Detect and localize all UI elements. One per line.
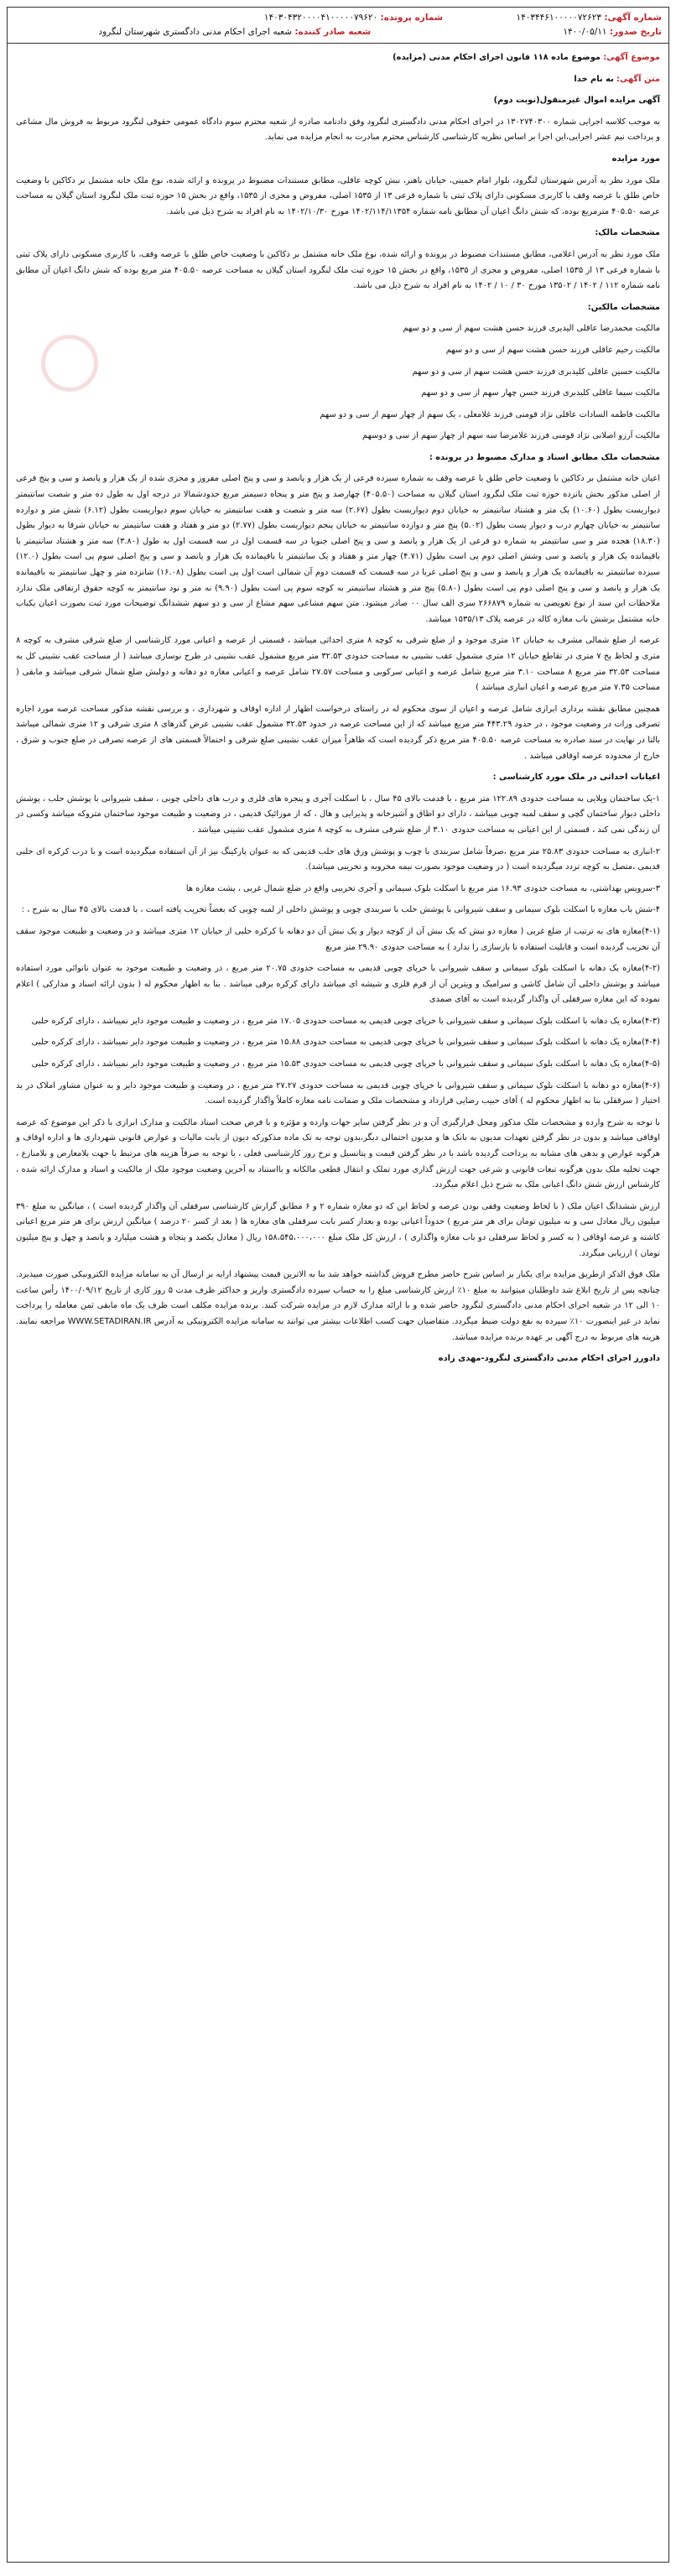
- building-item: (۴-۶)مغازه دو دهانه با اسکلت بلوک سیمانی و سقف شیروانی با خرپای چوبی قدیمی به مساحت حدودی ۲۷.۲۷ متر مربع ، در وضعیت و طبیعت موجود دایر و به عنوان مشاور املاک در ید اختیار ( سرقفلی بنا به اظهار محکوم له ) آقای حبیب رضایی قرارداد و مشخصات ملک و ضمانت نامه مغازه کاملاً واگذار گردیده است.: [16, 1080, 660, 1106]
- announcement-number-label: شماره آگهی:: [604, 13, 662, 23]
- paragraph-valuation: ارزش ششدانگ اعیان ملک ( با لحاظ وضعیت وقفی بودن عرصه و لحاظ این که دو مغازه شماره ۲ و ۶ مطابق گزارش کارشناسی سرقفلی آن واگذار گردیده است ) ، میانگین به مبلغ ۳۹۰ میلیون ریال معادل سی و نه میلیون تومان برای هر متر مربع ) حدوداً اعیانی بوده و بعداز کسر بابت سرقفلی های مغازه ها ( بعد از کسر ۲۰ درصد ) میانگین ارزش برای هر متر مربع اعیانی کاشته و عرصه اوقافی ( به کسر و لحاظ سرقفلی دو باب مغازه واگذاری ) ، ارزش کل ملک مبلغ ۱۵۸،۵۴۵،۰۰۰،۰۰۰ ریال ( معادل یکصد و پنجاه و هشت میلیارد و پانصد و چهل و پنج میلیون تومان ) ارزیابی میگردد.: [16, 1201, 661, 1258]
- owner-item: مالکیت سیما عاقلی کلیدبری فرزند حسن چهار سهم از سی و دو سهم: [421, 388, 660, 398]
- paragraph-intro: به موجب کلاسه اجرایی شماره ۱۳۰۲۷۴۰۳۰۰ در اجرای احکام مدنی دادگستری لنگرود وفق دادنامه صادره از شعبه محترم سوم دادگاه عمومی حقوقی لنگرود مربوط به فروش مال مشاعی و پرداخت نیم عشر اجرایی،این اجرا بر اساس نظریه کارشناسی کارشناس محترم مبادرت به انجام مزایده می نماید.: [16, 117, 661, 143]
- building-item: (۴-۱)مغازه های به ترتیب از ضلع غربی ( مغازه دو نبش که یک نبش آن از کوچه دیوار و یک نبش آن دو دهانه با کرکره حلبی از خیابان ۱۲ متری میباشد و در وضعیت و طبیعت موجود سقف آن تخریب گردیده است و قابلیت استفاده تا بازسازی را ندارد ) به مساحت حدودی ۲۹.۹۰ متر مربع: [16, 926, 660, 952]
- paragraph-description: ملک مورد نظر به آدرس اعلامی، مطابق مستندات مضبوط در پرونده و ارائه شده، نوع ملک خانه مشتمل بر دکاکین با وضعیت خاص طلق با عرصه وقف، با کاربری مسکونی دارای پلاک ثبتی با شماره فرعی ۱۳ از ۱۵۳۵ اصلی، مفروض و مجزی از ۱۵۳۵، واقع در بخش ۱۵ حوزه ثبت ملک لنگرود استان گیلان به مساحت عرصه ۴۰۵.۵۰ متر مربع بوده که شش دانگ اعیان آن مطابق نامه شماره ۱۱۲ / ۱۴۰۲ / ۱۳۵۰۲ مورخ ۳۰ / ۱۰ / ۱۴۰۲ به نام افراد به شرح ذیل می باشد.: [16, 249, 660, 291]
- announcement-number: [457, 11, 663, 25]
- building-item: ۱-یک ساختمان ویلایی به مساحت حدودی ۱۲۲.۸۹ متر مربع ، با قدمت بالای ۴۵ سال ، با اسکلت آجری و پنجره های فلزی و درب های داخلی چوبی ، سقف شیروانی با پوشش حلب ، پوشش داخلی دیوار ساختمان گچی و سقف لمبه چوبی میباشد ، دارای دو اطاق و آشپزخانه و پذیرایی و هال ، که از موزائیک قدیمی ، در وضعیت و طبیعت موجود ساختمان متروکه میباشد وکسی در آن زندگی نمی کند ، قسمتی از این اعیانی به مساحت حدودی ۳.۱۰ از ضلع شرقی مشرف به کوچه ۸ متری مشمول عقب نشینی میباشد .: [16, 794, 661, 835]
- building-item: ۳-سرویس بهداشتی، به مساحت حدودی ۱۶.۹۳ متر مربع با اسکلت بلوک سیمانی و آجری تخریبی واقع در ضلع شمال غربی ، پشت مغازه ها: [185, 883, 660, 893]
- issuing-branch: [13, 25, 457, 39]
- issue-date: [457, 25, 663, 39]
- issue-date-label: تاریخ صدور:: [609, 27, 662, 37]
- section-property-heading: مورد مزایده: [611, 154, 660, 164]
- paragraph-auction-terms: ملک فوق الذکر ازطریق مزایده برای یکبار بر اساس شرح حاضر مطرح فروش گذاشته خواهد شد بنا به الاترین قیمت پیشنهاد ارایه بر ارسال آن به سامانه مزایده الکترونیکی صورت میپذیرد. چنانچه پس از تاریخ ابلاغ شد داوطلبان میتوانند به مبلغ ۱۰٪ ارزش کارشناسی مبلغ را به حساب سپرده دادگستری واریز و حداکثر ظرف مدت ۵ روز کاری از تاریخ ۱۴۰۰/۰۹/۱۲ رأس ساعت ۱۰ الی ۱۲ در شعبه اجرای احکام مدنی دادگستری لنگرود حاضر شده و با ارائه مدارک لازم در مزایده شرکت کنند. برنده مزایده مکلف است ظرف یک ماه مابقی ثمن معامله را پرداخت نماید در غیر اینصورت ۱۰٪ سپرده به نفع دولت ضبط میگردد. متقاضیان جهت کسب اطلاعات بیشتر می توانند به سامانه مزایده الکترونیکی به آدرس WWW.SETADIRAN.IR مراجعه نمایند. هزینه های مربوط به درج آگهی بر عهده برنده مزایده میباشد.: [16, 1270, 660, 1342]
- case-number-label: شماره پرونده:: [380, 13, 444, 23]
- owner-item: مالکیت رحیم عاقلی فرزند حسن هشت سهم از سی و دو سهم: [445, 345, 660, 355]
- case-number-value: ۱۴۰۳۰۴۳۲۰۰۰۰۴۱۰۰۰۰۰۷۹۶۲۰: [263, 13, 378, 23]
- building-item: (۴-۴)مغازه یک دهانه با اسکلت بلوک سیمانی و سقف شیروانی با خرپای چوبی قدیمی به مساحت حدودی ۱۵.۸۸ متر مربع ، در وضعیت و طبیعت موجود دایر نمیباشد ، دارای کرکره حلبی: [31, 1038, 660, 1048]
- text-value: به نام خدا: [574, 74, 614, 84]
- owner-item: مالکیت فاطمه السادات عاقلی نژاد قومنی فرزند غلامعلی ، یک سهم از چهار سهم از سی و دو سهم: [320, 409, 660, 419]
- announcement-header: [8, 8, 668, 44]
- owner-item: مالکیت محمدرضا عاقلی الیدیری فرزند حسن هشت سهم از سی و دو سهم: [403, 324, 660, 334]
- subject-text: موضوع ماده ۱۱۸ قانون اجرای احکام مدنی (مزایده): [393, 53, 601, 62]
- building-item: (۴-۵)مغازه یک دهانه با اسکلت بلوک سیمانی و سقف شیروانی با خرپای چوبی قدیمی به مساحت حدودی ۱۵.۵۳ متر مربع ، در وضعیت و طبیعت موجود دایر نمیباشد ، دارای کرکره حلبی: [31, 1059, 660, 1069]
- paragraph-boundaries: اعیان خانه مشتمل بر دکاکین با وضعیت خاص طلق با عرصه وقف به شماره سیزده فرعی از یک هزار و پانصد و سی و پنج اصلی مفروز و مجزی شده از یک هزار و پانصد و سی و پنج فرعی از اصلی مذکور بخش پانزده حوزه ثبت ملک لنگرود استان گیلان به مساحت (۴۰۵.۵۰) چهارصد و پنج متر و پنجاه دسیمتر مربع حدودشمالا در درجه اول به طول ده متر و شصت سانتیمتر دیواریست بطول (۱۰.۶۰) یک متر و هشتاد سانتیمتر به خیابان دوم دیواریست بطول (۲.۶۷) سه متر و شصت و هفت سانتیمتر به خیابان سوم دیواریست بطول (۶.۱۲) شش متر و دوازده سانتیمتر به خیابان چهارم درب و دیوار پست بطول (۵.۰۲) پنج متر و دوازده سانتیمتر به خیابان پنجم دیواریست بطول (۲.۷۷) دو متر و هفتاد و هفت سانتیمتر به خیابان شرقا به دیوار بطول (۱۸.۳۰) هجده متر و سی سانتیمتر به شماره دو فرعی از یک هزار و پانصد و سی و پنج اصلی جنوبا در سه قسمت اول در سه قسمت اول به طول (۳.۸۰) سه متر و هشتاد سانتیمتر با باقیمانده یک هزار و پانصد و سی وشش اصلی دوم پی است بطول (۴.۷۱) چهار متر و هفتاد و یک سانتیمتر با باقیمانده یک هزار و پانصد و سی و پنج اصلی سوم پی است بطول (۱۲.۰) سیزده سانتیمتر به باقیمانده یک هزار و پانصد و سی و پنج اصلی غربا در سه قسمت که قسمت دوم آن شمالی است اول پی است بطول (۱۶.۰۸) شانزده متر و چهل سانتیمتر به باقیمانده یک هزار و پانصد و سی و پنج اصلی دوم پی است بطول (۵.۸۰) پنج متر و هشتاد سانتیمتر به کوچه سوم پی است بطول (۹.۹۰) نه متر و نود سانتیمتر به کوچه حقوق ارتفاقی ملک ندارد ملاحظات این سند از نوع تعویضی به شماره ۲۶۶۸۷۹ سری الف سال ۰۰ صادر میشود. متن سهم مشاعی سهم مشاع از سی و دو سهم ششدانگ توضیحات مورد ثبت بصورت اعیان یکباب خانه مشتمل برشش باب مغازه کاله در عرصه پلاک ۱۵۳۵/۱۳ میباشد.: [16, 474, 661, 624]
- owner-item: مالکیت آرزو اصلانی نژاد قومنی فرزند غلامرضا سه سهم از چهار سهم از سی و دوسهم: [362, 431, 660, 441]
- paragraph-setback: عرصه از ضلع شمالی مشرف به خیابان ۱۲ متری موجود و از ضلع شرقی به کوچه ۸ متری احداثی میباشد ، قسمتی از عرصه و اعیانی مورد کارشناسی از ضلع شرقی مشرف به کوچه ۸ متری و لحاظ پخ ۷ متری در تقاطع خیابان ۱۲ متری مشمول عقب نشینی به مساحت حدودی ۳۲.۵۳ متر مربع مشمول عقب نشینی در طرح نوسازی میباشد ( از مساحت عقب نشینی کل به مساحت ۳۲.۵۳ متر مربع ۸ مساحت ۳.۱۰ متر مربع شامل عرصه و اعیانی سرکوبی و مساحت ۲۷.۵۷ شامل عرصه و اعیانی مغازه دو دهانه و دولبش ضلع شمال شرقی میباشد و مابقی ( مساحت ۷.۳۵ متر مربع عرصه و اعیان انباری میباشد ): [16, 636, 660, 693]
- paragraph-property: ملک مورد نظر به آدرس شهرستان لنگرود، بلوار امام خمینی، خیابان باهنر، نبش کوچه عاقلی، مطابق مستندات مضبوط در پرونده و ارائه شده، نوع ملک خانه مشتمل بر دکاکین با وضعیت خاص طلق با عرصه وقف با کاربری مسکونی دارای پلاک ثبتی با شماره فرعی ۱۳ از ۱۵۳۵ اصلی، مفروض و مجزی از ۱۵۳۵، واقع در بخش ۱۵ حوزه ثبت ملک لنگرود استان گیلان به مساحت عرصه ۴۰۵.۵۰ مترمربع بوده، که شش دانگ اعیان آن مطابق نامه شماره ۱۴۰۲/۱۱۴/۱۱۳۵۴ مورخ ۱۴۰۲/۱۰/۳۰ به نام افراد به شرح ذیل می باشد.: [16, 175, 660, 216]
- signature: دادورز اجرای احکام مدنی دادگستری لنگرود-مهدی زاده: [438, 1354, 660, 1364]
- building-item: (۴-۳)مغازه یک دهانه با اسکلت بلوک سیمانی و سقف شیروانی با خرپای چوبی قدیمی به مساحت حدودی ۱۷.۰۵ متر مربع ، در وضعیت و طبیعت موجود دایر نمیباشد ، دارای کرکره حلبی: [31, 1016, 660, 1026]
- issuing-branch-label: شعبه صادر کننده:: [294, 27, 372, 37]
- announcement-number-value: ۱۴۰۳۴۴۶۱۰۰۰۰۰۷۲۶۲۳: [516, 13, 601, 23]
- subject-label: موضوع آگهی:: [603, 53, 660, 62]
- case-number: [250, 11, 456, 25]
- announcement-page: [7, 7, 669, 2563]
- issue-date-value: ۱۴۰۰/۰۵/۱۱: [563, 27, 607, 37]
- issuing-branch-value: شعبه اجرای احکام مدنی دادگستری شهرستان لنگرود: [98, 27, 292, 37]
- section-buildings-heading: اعیانات احداثی در ملک مورد کارشناسی :: [492, 773, 660, 783]
- text-label: متن آگهی:: [616, 74, 660, 84]
- paragraph-valuation-basis: با توجه به شرح وارده و مشخصات ملک مذکور ومحل قرارگیری آن و در نظر گرفتن سایر جهات وارده و مؤثره و با فرض صحت اسناد مالکیت و مدارک ابرازی با ذکر این موضوع که عرصه اوقافی میباشد و بدون در نظر گرفتن تعهدات مدیون به بانک ها و مدیون احتمالی دیگر،بدون توجه به تک ماده مذکورکه دیون از بابت مالیات و عوارض قانونی شهرداری ها و اداره اوقاف و هرگونه عوارض و بدهی های مشابه به پرداخت گردیده باشد با در نظر گرفتن قیمت و پتانسیل و نرخ روز کارشناسی فعلی ، با توجه به صرفاً هزینه های مرتبط با جهت بلامعارض و بلامنازع ، جهت تخلیه ملک بدون هرگونه تبعات قانونی و شرعی جهت ارزش گذاری مورد تملک و انتقال قطعی مالکانه و بااستناد به آخرین وضعیت موجود ملک از مالکیت و اسناد و مدارک ارائه شده ، کارشناس ارزش شش دانگ اعیانی ملک به شرح ذیل اعلام میگردد.: [16, 1117, 660, 1190]
- section-description-heading: مشخصات مالک:: [595, 228, 660, 238]
- building-item: ۴-شش باب مغازه با اسکلت بلوک سیمانی و سقف شیروانی با پوشش حلب با سربندی چوبی و پوشش داخلی از لمبه چوبی که بعضاً تخریب یافته است ، با قدمت بالای ۴۵ سال به شرح ، :: [21, 905, 660, 915]
- watermark-seal-icon: [41, 335, 98, 392]
- building-item: (۴-۲)مغازه یک دهانه با اسکلت بلوک سیمانی و سقف شیروانی با خرپای چوبی قدیمی به مساحت حدودی ۲۰.۷۵ متر مربع ، در وضعیت و طبیعت موجود به عنوان نانوائی مورد استفاده میباشد و پوشش داخلی آن شامل کاشی و سرامیک و ویترین آن از قرم فلزی و شیشه ای میباشد دارای کرکره برقی میباشد . بنا به اظهار محکوم له ( بدون ارائه اسناد و مدارکی ) اعلام نموده که این مغازه سرقفلی آن واگذار گردیده است به آقای صمدی: [16, 964, 660, 1005]
- building-item: ۲-انباری به مساحت حدودی ۲۵.۸۳ متر مربع ،صرفاً شامل سربندی با چوب و پوشش ورق های حلب قدیمی که به عنوان پارکینگ نیز از آن استفاده میگردیده است و با درب کرکره ای حلبی قدیمی ،متصل به کوچه تردد میگردیده است ( در وضعیت موجود بصورت نیمه مخروبه و تخریبی میباشد).: [16, 846, 660, 872]
- announcement-body: [8, 44, 668, 1367]
- owner-item: مالکیت حسین عاقلی کلیدبری فرزند حسن هشت سهم از سی و دو سهم: [412, 367, 660, 377]
- section-match-heading: مشخصات ملک مطابق اسناد و مدارک مضبوط در پرونده :: [429, 452, 660, 462]
- announcement-title: آگهی مزایده اموال غیرمنقول(نوبت دوم): [493, 96, 660, 106]
- paragraph-survey: همچنین مطابق نقشه برداری ابرازی شامل عرصه و اعیان از سوی محکوم له در راستای درخواست اظهار از اداره اوقاف و شهرداری ، و بررسی نقشه مذکور مساحت عرصه مورد اجاره تصرفی ورات در وضعیت موجود ، در حدود ۴۴۳.۲۹ متر مربع میباشد که از این مساحت عرصه در حدود ۳۲.۵۳ مشمول عقب نشینی عرض گذرهای ۸ متری شرقی و ۱۲ متری شمالی میباشد بالتا در نهایت در سند صادره به مساحت عرصه ۴۰۵.۵۰ متر مربع ذکر گردیده است که ظاهراً میزان عقب نشینی ضلع شرقی و احتمالاً قسمتی های از عرصه تصرفی در ضلع جنوب و شرق ، خارج از محدوده عرصه اوقافی میباشد .: [16, 704, 660, 761]
- section-owners-heading: مشخصات مالکین:: [587, 302, 660, 312]
